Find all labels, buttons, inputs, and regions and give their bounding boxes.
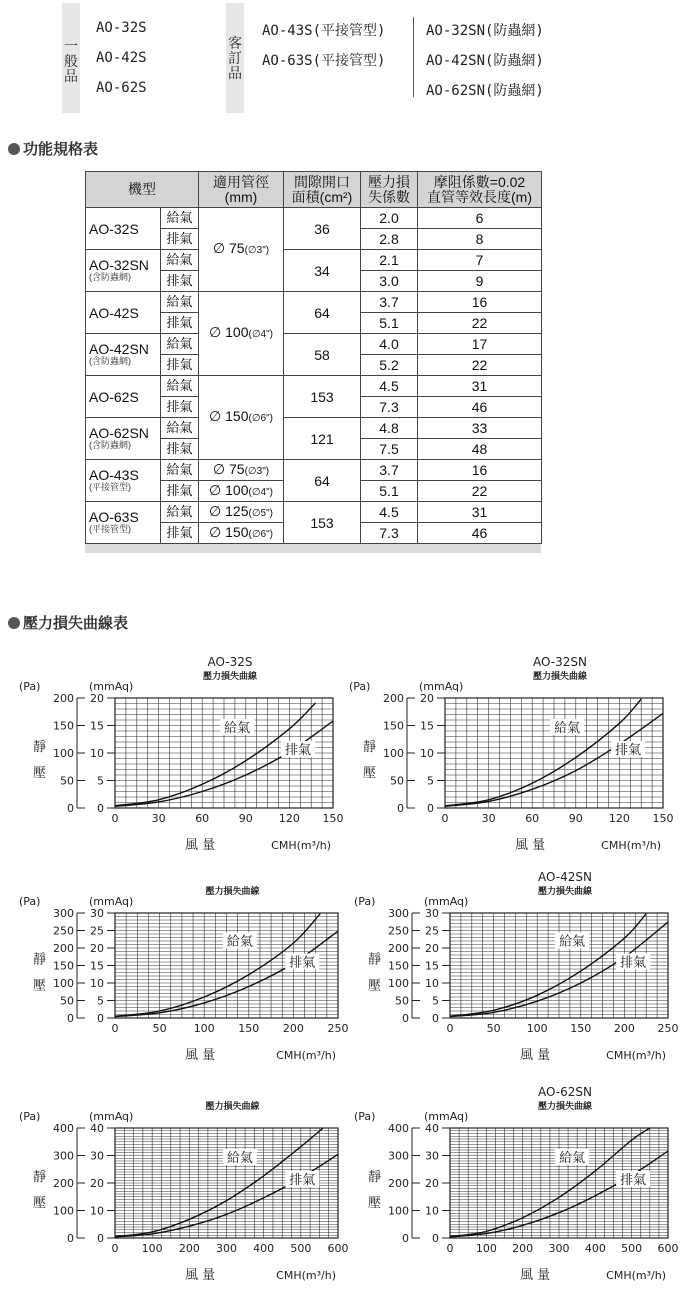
mmaq-tick-label: 40 xyxy=(425,1122,439,1135)
x-tick-label: 200 xyxy=(512,1242,534,1255)
pa-tick-label: 100 xyxy=(388,1204,409,1218)
chart-model-label: AO-32S xyxy=(207,655,253,669)
mmaq-tick-label: 0 xyxy=(97,1232,104,1245)
pa-unit-label: (Pa) xyxy=(349,680,371,693)
area-cell: 153 xyxy=(284,376,361,418)
pa-tick-label: 150 xyxy=(388,959,409,973)
area-cell: 64 xyxy=(284,292,361,334)
model-divider xyxy=(413,17,414,97)
y-axis-label: 壓 xyxy=(33,978,47,994)
mmaq-tick-label: 25 xyxy=(90,924,104,938)
pa-tick-label: 200 xyxy=(53,692,74,705)
loss-coef-cell: 2.8 xyxy=(361,229,418,250)
series-label-supply: 給氣 xyxy=(226,1151,253,1166)
pa-tick-label: 300 xyxy=(388,907,409,920)
series-label-exhaust: 排氣 xyxy=(289,955,316,971)
custom-flat-model-1: AO-43S(平接管型) xyxy=(262,23,386,39)
equiv-length-cell: 9 xyxy=(418,271,542,292)
equiv-length-cell: 31 xyxy=(418,376,542,397)
pa-tick-label: 150 xyxy=(383,719,404,733)
x-tick-label: 100 xyxy=(193,1022,215,1035)
x-tick-label: 200 xyxy=(282,1022,304,1035)
series-label-exhaust: 排氣 xyxy=(285,743,312,758)
loss-coef-cell: 7.5 xyxy=(361,439,418,460)
x-unit-label: CMH(m³/h) xyxy=(271,839,331,852)
x-tick-label: 100 xyxy=(475,1242,497,1255)
mmaq-tick-label: 10 xyxy=(425,1204,439,1218)
flow-direction-cell: 排氣 xyxy=(161,271,199,292)
loss-coef-cell: 7.3 xyxy=(361,523,418,544)
pipe-cell: ∅ 75(∅3") xyxy=(199,208,284,292)
pipe-cell: ∅ 100(∅4") xyxy=(199,481,284,502)
area-cell: 36 xyxy=(284,208,361,250)
equiv-length-cell: 31 xyxy=(418,502,542,523)
flow-direction-cell: 排氣 xyxy=(161,355,199,376)
pa-tick-label: 200 xyxy=(388,1177,409,1190)
pa-tick-label: 0 xyxy=(67,1232,74,1245)
model-cell: AO-42S xyxy=(86,292,161,334)
pa-tick-label: 0 xyxy=(402,1012,409,1025)
mmaq-unit-label: (mmAq) xyxy=(424,895,469,908)
custom-mesh-model-2: AO-42SN(防蟲網) xyxy=(426,53,544,69)
mmaq-tick-label: 5 xyxy=(97,774,104,788)
x-tick-label: 100 xyxy=(141,1242,163,1255)
spec-header-row xyxy=(86,172,542,208)
mmaq-tick-label: 5 xyxy=(427,774,434,788)
loss-coef-cell: 3.0 xyxy=(361,271,418,292)
table-row xyxy=(86,376,542,397)
x-tick-label: 0 xyxy=(441,812,449,825)
loss-coef-cell: 2.1 xyxy=(361,250,418,271)
x-tick-label: 600 xyxy=(657,1242,679,1255)
equiv-length-cell: 46 xyxy=(418,523,542,544)
equiv-length-cell: 46 xyxy=(418,397,542,418)
x-tick-label: 0 xyxy=(111,1022,119,1035)
x-tick-label: 0 xyxy=(446,1022,454,1035)
equiv-length-cell: 16 xyxy=(418,460,542,481)
pa-tick-label: 100 xyxy=(53,977,74,990)
mmaq-unit-label: (mmAq) xyxy=(419,680,464,693)
pipe-cell: ∅ 150(∅6") xyxy=(199,523,284,544)
x-tick-label: 50 xyxy=(152,1022,167,1035)
table-row xyxy=(86,208,542,229)
chart-title: 壓力損失曲線 xyxy=(202,672,258,682)
flow-direction-cell: 排氣 xyxy=(161,481,199,502)
header-friction: 摩阻係數=0.02 直管等效長度(m) xyxy=(418,172,542,208)
pa-tick-label: 50 xyxy=(390,774,404,788)
model-cell: AO-42SN (含防蟲網) xyxy=(86,334,161,376)
series-label-exhaust: 排氣 xyxy=(620,1173,647,1188)
x-axis-label: 風 量 xyxy=(185,1268,216,1283)
custom-flat-model-2: AO-63S(平接管型) xyxy=(262,53,386,69)
equiv-length-cell: 8 xyxy=(418,229,542,250)
general-model-2: AO-42S xyxy=(96,50,147,66)
pa-tick-label: 50 xyxy=(60,994,74,1008)
y-axis-label: 壓 xyxy=(33,1196,47,1211)
flow-direction-cell: 給氣 xyxy=(161,460,199,481)
header-area: 間隙開口 面積(cm²) xyxy=(284,172,361,208)
pa-tick-label: 100 xyxy=(53,747,74,760)
pa-tick-label: 250 xyxy=(388,924,409,938)
mmaq-tick-label: 10 xyxy=(425,977,439,990)
loss-coef-cell: 3.7 xyxy=(361,460,418,481)
pa-tick-label: 300 xyxy=(388,1149,409,1163)
flow-direction-cell: 給氣 xyxy=(161,250,199,271)
loss-coef-cell: 4.8 xyxy=(361,418,418,439)
pa-unit-label: (Pa) xyxy=(354,895,376,908)
pa-tick-label: 0 xyxy=(402,1232,409,1245)
area-cell: 58 xyxy=(284,334,361,376)
pressure-loss-chart-3 xyxy=(5,865,350,1070)
spec-table xyxy=(85,171,542,544)
x-axis-label: 風 量 xyxy=(520,1048,551,1063)
mmaq-tick-label: 30 xyxy=(425,1149,439,1163)
equiv-length-cell: 22 xyxy=(418,313,542,334)
loss-coef-cell: 3.7 xyxy=(361,292,418,313)
chart-model-label: AO-32SN xyxy=(533,655,587,669)
loss-coef-cell: 4.5 xyxy=(361,502,418,523)
mmaq-tick-label: 10 xyxy=(90,977,104,990)
y-axis-label: 壓 xyxy=(33,766,47,781)
mmaq-tick-label: 20 xyxy=(90,692,104,705)
general-model-1: AO-32S xyxy=(96,20,147,36)
chart-title: 壓力損失曲線 xyxy=(532,672,588,682)
flow-direction-cell: 排氣 xyxy=(161,313,199,334)
chart-model-label: AO-62SN xyxy=(538,1085,592,1099)
flow-direction-cell: 排氣 xyxy=(161,523,199,544)
loss-coef-cell: 5.1 xyxy=(361,481,418,502)
loss-coef-cell: 5.2 xyxy=(361,355,418,376)
table-row xyxy=(86,460,542,481)
flow-direction-cell: 給氣 xyxy=(161,208,199,229)
mmaq-unit-label: (mmAq) xyxy=(89,1110,134,1123)
custom-mesh-model-1: AO-32SN(防蟲網) xyxy=(426,23,544,39)
area-cell: 153 xyxy=(284,502,361,544)
mmaq-tick-label: 15 xyxy=(90,959,104,973)
pa-tick-label: 300 xyxy=(53,1149,74,1163)
pa-tick-label: 200 xyxy=(53,1177,74,1190)
bullet-icon xyxy=(8,617,20,629)
model-cell: AO-32SN (含防蟲網) xyxy=(86,250,161,292)
equiv-length-cell: 7 xyxy=(418,250,542,271)
pipe-cell: ∅ 150(∅6") xyxy=(199,376,284,460)
model-cell: AO-62SN (含防蟲網) xyxy=(86,418,161,460)
pa-tick-label: 150 xyxy=(53,719,74,733)
custom-products-label: 客 訂 品 xyxy=(228,36,242,82)
y-axis-label: 壓 xyxy=(363,766,377,781)
x-axis-label: 風 量 xyxy=(185,1048,216,1063)
model-cell: AO-63S (平接管型) xyxy=(86,502,161,544)
series-label-exhaust: 排氣 xyxy=(620,955,647,971)
area-cell: 64 xyxy=(284,460,361,502)
mmaq-tick-label: 5 xyxy=(432,994,439,1008)
loss-coef-cell: 4.0 xyxy=(361,334,418,355)
equiv-length-cell: 33 xyxy=(418,418,542,439)
pa-tick-label: 100 xyxy=(388,977,409,990)
pa-tick-label: 150 xyxy=(53,959,74,973)
area-cell: 121 xyxy=(284,418,361,460)
custom-mesh-model-3: AO-62SN(防蟲網) xyxy=(426,83,544,99)
bullet-icon xyxy=(8,143,20,155)
series-label-exhaust: 排氣 xyxy=(289,1173,316,1188)
y-axis-label: 靜 xyxy=(33,740,47,755)
pressure-loss-chart-5 xyxy=(5,1080,350,1290)
x-tick-label: 150 xyxy=(238,1022,260,1035)
header-pipe: 適用管徑 (mm) xyxy=(199,172,284,208)
mmaq-tick-label: 5 xyxy=(97,994,104,1008)
pa-tick-label: 400 xyxy=(53,1122,74,1135)
model-cell: AO-43S (平接管型) xyxy=(86,460,161,502)
model-cell: AO-32S xyxy=(86,208,161,250)
pa-tick-label: 50 xyxy=(395,994,409,1008)
mmaq-tick-label: 20 xyxy=(425,942,439,955)
pa-unit-label: (Pa) xyxy=(19,680,41,693)
pa-unit-label: (Pa) xyxy=(19,895,41,908)
x-tick-label: 0 xyxy=(111,812,119,825)
x-tick-label: 600 xyxy=(327,1242,349,1255)
header-loss: 壓力損 失係數 xyxy=(361,172,418,208)
x-tick-label: 150 xyxy=(322,812,344,825)
chart-title: 壓力損失曲線 xyxy=(537,887,593,897)
x-tick-label: 90 xyxy=(568,812,583,825)
x-tick-label: 150 xyxy=(652,812,674,825)
mmaq-tick-label: 0 xyxy=(432,1232,439,1245)
area-cell: 34 xyxy=(284,250,361,292)
series-label-supply: 給氣 xyxy=(554,721,581,736)
x-tick-label: 300 xyxy=(548,1242,570,1255)
mmaq-tick-label: 30 xyxy=(90,907,104,920)
pa-tick-label: 100 xyxy=(383,747,404,760)
pressure-loss-chart-4 xyxy=(340,865,680,1070)
pa-tick-label: 200 xyxy=(383,692,404,705)
pa-tick-label: 300 xyxy=(53,907,74,920)
chart-model-label: AO-42SN xyxy=(538,870,592,884)
pa-tick-label: 400 xyxy=(388,1122,409,1135)
mmaq-unit-label: (mmAq) xyxy=(424,1110,469,1123)
x-tick-label: 0 xyxy=(446,1242,454,1255)
pa-tick-label: 200 xyxy=(53,942,74,955)
y-axis-label: 靜 xyxy=(33,952,47,968)
equiv-length-cell: 22 xyxy=(418,481,542,502)
spec-section-title xyxy=(8,138,98,159)
x-tick-label: 400 xyxy=(253,1242,275,1255)
mmaq-tick-label: 10 xyxy=(420,747,434,760)
y-axis-label: 壓 xyxy=(368,978,382,994)
mmaq-tick-label: 30 xyxy=(425,907,439,920)
flow-direction-cell: 排氣 xyxy=(161,229,199,250)
mmaq-tick-label: 0 xyxy=(97,1012,104,1025)
flow-direction-cell: 給氣 xyxy=(161,418,199,439)
series-label-supply: 給氣 xyxy=(224,721,251,736)
x-tick-label: 60 xyxy=(195,812,210,825)
table-row xyxy=(86,334,542,355)
chart-title: 壓力損失曲線 xyxy=(537,1102,593,1112)
flow-direction-cell: 給氣 xyxy=(161,376,199,397)
chart-section-title-text: 壓力損失曲線表 xyxy=(23,614,129,632)
x-tick-label: 150 xyxy=(570,1022,592,1035)
mmaq-tick-label: 0 xyxy=(432,1012,439,1025)
table-row xyxy=(86,292,542,313)
loss-coef-cell: 7.3 xyxy=(361,397,418,418)
x-tick-label: 60 xyxy=(525,812,540,825)
chart-section-title xyxy=(8,612,128,633)
mmaq-tick-label: 30 xyxy=(90,1149,104,1163)
x-tick-label: 250 xyxy=(327,1022,349,1035)
x-tick-label: 90 xyxy=(238,812,253,825)
equiv-length-cell: 16 xyxy=(418,292,542,313)
mmaq-tick-label: 20 xyxy=(90,1177,104,1190)
x-axis-label: 風 量 xyxy=(520,1268,551,1283)
y-axis-label: 靜 xyxy=(33,1170,47,1185)
mmaq-unit-label: (mmAq) xyxy=(89,895,134,908)
equiv-length-cell: 6 xyxy=(418,208,542,229)
x-tick-label: 120 xyxy=(608,812,630,825)
x-unit-label: CMH(m³/h) xyxy=(606,1049,666,1062)
mmaq-tick-label: 20 xyxy=(420,692,434,705)
pa-tick-label: 0 xyxy=(67,802,74,815)
x-tick-label: 400 xyxy=(584,1242,606,1255)
flow-direction-cell: 給氣 xyxy=(161,502,199,523)
pa-unit-label: (Pa) xyxy=(354,1110,376,1123)
mmaq-tick-label: 15 xyxy=(90,719,104,733)
mmaq-tick-label: 10 xyxy=(90,1204,104,1218)
series-label-supply: 給氣 xyxy=(559,934,586,950)
y-axis-label: 靜 xyxy=(368,1170,382,1185)
flow-direction-cell: 給氣 xyxy=(161,334,199,355)
mmaq-tick-label: 0 xyxy=(427,802,434,815)
pressure-loss-chart-6 xyxy=(340,1080,680,1290)
model-cell: AO-62S xyxy=(86,376,161,418)
loss-coef-cell: 4.5 xyxy=(361,376,418,397)
table-row xyxy=(86,250,542,271)
x-unit-label: CMH(m³/h) xyxy=(276,1269,336,1282)
table-row xyxy=(86,418,542,439)
pa-tick-label: 50 xyxy=(60,774,74,788)
header-model: 機型 xyxy=(86,172,199,208)
x-unit-label: CMH(m³/h) xyxy=(276,1049,336,1062)
pipe-cell: ∅ 125(∅5") xyxy=(199,502,284,523)
chart-title: 壓力損失曲線 xyxy=(205,1102,260,1112)
x-tick-label: 30 xyxy=(481,812,496,825)
general-products-label: 一 般 品 xyxy=(64,39,78,85)
y-axis-label: 靜 xyxy=(363,740,377,755)
x-tick-label: 50 xyxy=(486,1022,501,1035)
equiv-length-cell: 48 xyxy=(418,439,542,460)
mmaq-tick-label: 20 xyxy=(425,1177,439,1190)
x-tick-label: 0 xyxy=(111,1242,119,1255)
mmaq-unit-label: (mmAq) xyxy=(89,680,134,693)
series-label-supply: 給氣 xyxy=(226,934,253,950)
flow-direction-cell: 給氣 xyxy=(161,292,199,313)
x-axis-label: 風 量 xyxy=(185,838,216,853)
spec-table-footer-band xyxy=(85,544,541,553)
x-tick-label: 200 xyxy=(178,1242,200,1255)
y-axis-label: 壓 xyxy=(368,1196,382,1211)
y-axis-label: 靜 xyxy=(368,952,382,968)
x-tick-label: 30 xyxy=(151,812,166,825)
table-row xyxy=(86,502,542,523)
x-tick-label: 100 xyxy=(526,1022,548,1035)
pa-tick-label: 200 xyxy=(388,942,409,955)
series-label-exhaust: 排氣 xyxy=(615,743,642,758)
x-axis-label: 風 量 xyxy=(515,838,546,853)
mmaq-tick-label: 0 xyxy=(97,802,104,815)
mmaq-tick-label: 40 xyxy=(90,1122,104,1135)
x-tick-label: 120 xyxy=(278,812,300,825)
pressure-loss-chart-1 xyxy=(5,650,345,860)
chart-title: 壓力損失曲線 xyxy=(205,887,260,897)
x-tick-label: 500 xyxy=(290,1242,312,1255)
mmaq-tick-label: 10 xyxy=(90,747,104,760)
flow-direction-cell: 排氣 xyxy=(161,397,199,418)
flow-direction-cell: 排氣 xyxy=(161,439,199,460)
mmaq-tick-label: 20 xyxy=(90,942,104,955)
loss-coef-cell: 2.0 xyxy=(361,208,418,229)
pipe-cell: ∅ 100(∅4") xyxy=(199,292,284,376)
pressure-loss-chart-2 xyxy=(335,650,675,860)
x-unit-label: CMH(m³/h) xyxy=(601,839,661,852)
mmaq-tick-label: 25 xyxy=(425,924,439,938)
x-tick-label: 200 xyxy=(613,1022,635,1035)
spec-section-title-text: 功能規格表 xyxy=(23,140,99,158)
x-tick-label: 500 xyxy=(621,1242,643,1255)
pa-tick-label: 100 xyxy=(53,1204,74,1218)
general-model-3: AO-62S xyxy=(96,80,147,96)
series-label-supply: 給氣 xyxy=(559,1151,586,1166)
mmaq-tick-label: 15 xyxy=(425,959,439,973)
pa-tick-label: 0 xyxy=(397,802,404,815)
pa-tick-label: 250 xyxy=(53,924,74,938)
x-tick-label: 300 xyxy=(216,1242,237,1255)
pipe-cell: ∅ 75(∅3") xyxy=(199,460,284,481)
pa-tick-label: 0 xyxy=(67,1012,74,1025)
equiv-length-cell: 17 xyxy=(418,334,542,355)
x-unit-label: CMH(m³/h) xyxy=(606,1269,666,1282)
equiv-length-cell: 22 xyxy=(418,355,542,376)
loss-coef-cell: 5.1 xyxy=(361,313,418,334)
pa-unit-label: (Pa) xyxy=(19,1110,41,1123)
mmaq-tick-label: 15 xyxy=(420,719,434,733)
x-tick-label: 250 xyxy=(657,1022,679,1035)
